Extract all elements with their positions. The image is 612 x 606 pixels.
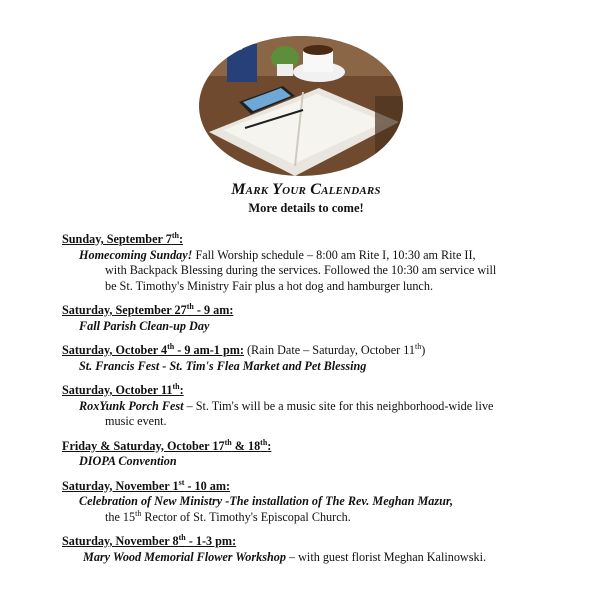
event-continuation: be St. Timothy's Ministry Fair plus a hot dog and hamburger lunch. bbox=[105, 278, 433, 293]
event-description bbox=[79, 454, 602, 470]
event-date-line: Saturday, October 4th - 9 am-1 pm: (Rain Date – Saturday, October 11th) bbox=[62, 341, 426, 357]
event-title: Homecoming Sunday! bbox=[79, 247, 193, 262]
event-title: Mary Wood Memorial Flower Workshop bbox=[83, 549, 286, 564]
event-item bbox=[62, 534, 602, 565]
event-title: Celebration of New Ministry -The installation of The Rev. Meghan Mazur, bbox=[79, 494, 454, 508]
event-description: Mary Wood Memorial Flower Workshop – with guest florist Meghan Kalinowski. bbox=[83, 549, 486, 564]
event-continuation: the 15th Rector of St. Timothy's Episcopal Church. bbox=[105, 508, 351, 524]
event-description bbox=[79, 319, 602, 335]
event-continuation: music event. bbox=[105, 414, 167, 428]
event-description bbox=[79, 494, 602, 510]
event-description: RoxYunk Porch Fest – St. Tim's will be a music site for this neighborhood-wide live bbox=[79, 398, 494, 413]
page-title: Mark Your Calendars bbox=[231, 181, 381, 198]
event-date: Saturday, October 4th - 9 am-1 pm: bbox=[62, 341, 244, 357]
event-item bbox=[62, 383, 602, 430]
event-title: St. Francis Fest - St. Tim's Flea Market and Pet Blessing bbox=[79, 358, 367, 373]
event-title: Fall Parish Clean-up Day bbox=[79, 318, 210, 333]
events-list bbox=[62, 232, 602, 574]
event-description bbox=[79, 359, 602, 375]
event-date: Saturday, October 11th: bbox=[62, 381, 184, 397]
event-date: Saturday, November 1st - 10 am: bbox=[62, 477, 231, 493]
page-subtitle: More details to come! bbox=[248, 201, 364, 215]
event-item bbox=[62, 343, 602, 374]
event-item bbox=[62, 303, 602, 334]
event-description: Homecoming Sunday! Fall Worship schedule – 8:00 am Rite I, 10:30 am Rite II, bbox=[79, 247, 476, 262]
event-title: RoxYunk Porch Fest bbox=[79, 398, 184, 413]
event-date: Saturday, September 27th - 9 am: bbox=[62, 301, 234, 317]
rain-date: (Rain Date – Saturday, October 11 bbox=[243, 343, 415, 357]
event-item bbox=[62, 479, 602, 526]
desk-notebook-coffee-photo bbox=[199, 36, 403, 176]
event-item bbox=[62, 232, 602, 294]
event-date: Friday & Saturday, October 17th & 18th: bbox=[62, 437, 272, 453]
event-date: Sunday, September 7th: bbox=[62, 230, 184, 246]
event-title: DIOPA Convention bbox=[79, 454, 177, 468]
event-item bbox=[62, 439, 602, 470]
event-continuation: with Backpack Blessing during the services. Followed the 10:30 am service will bbox=[105, 263, 497, 277]
event-date: Saturday, November 8th - 1-3 pm: bbox=[62, 532, 237, 548]
